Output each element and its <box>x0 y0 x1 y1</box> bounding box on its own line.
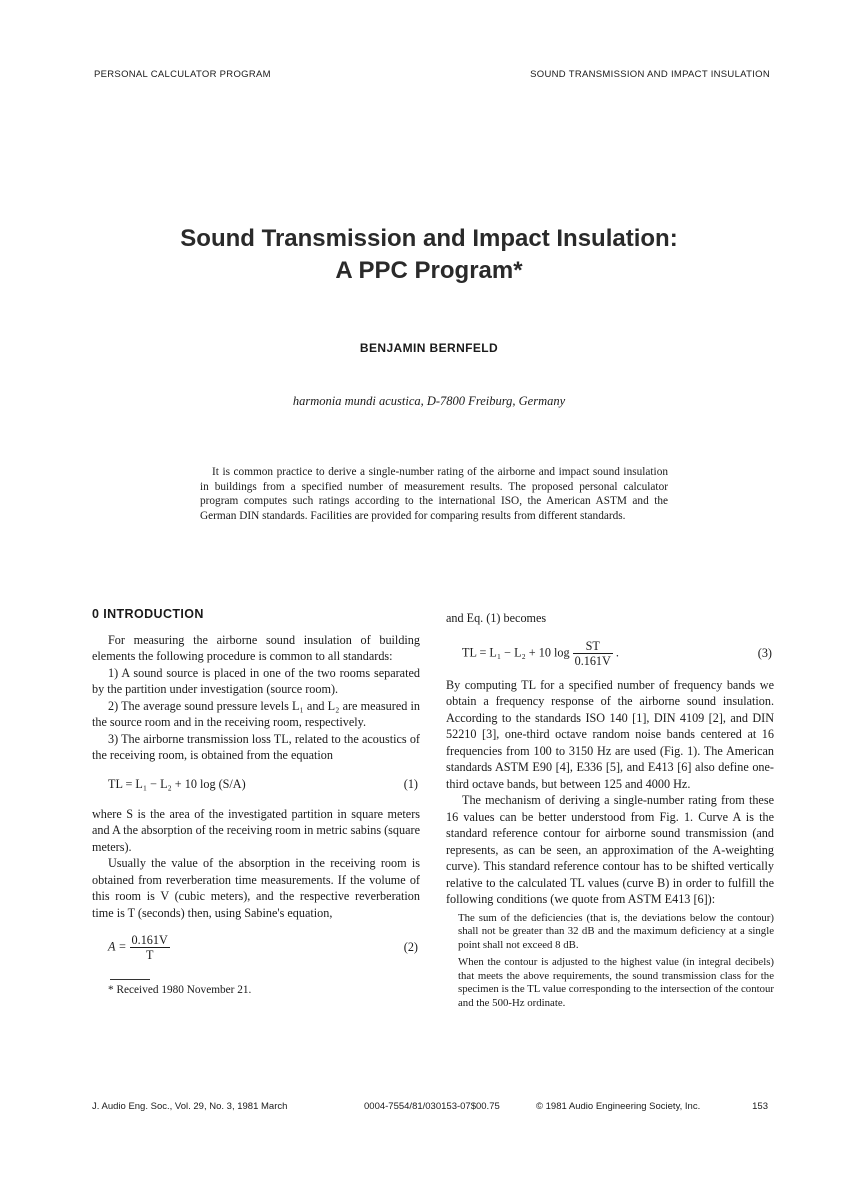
running-header-right: SOUND TRANSMISSION AND IMPACT INSULATION <box>530 69 770 80</box>
footer-copyright: © 1981 Audio Engineering Society, Inc. <box>536 1101 701 1112</box>
equation-1-body: TL = L₁ − L₂ + 10 log (S/A) <box>108 776 246 791</box>
equation-3-number: (3) <box>757 645 772 660</box>
list-item: 3) The airborne transmission loss TL, related to the acoustics of the receiving room, is obtained from the equation <box>92 731 420 762</box>
equation-3 <box>446 635 774 671</box>
paragraph: By computing TL for a specified number of frequency bands we obtain a frequency response of the airborne sound insulation. According to the standards ISO 140 [1], DIN 4109 [2], and DIN 52210 [3], one-third octave random noise bands centered at 16 frequencies from 100 to 3150 Hz are used (Fig. 1). The American standards ASTM E90 [4], E336 [5], and E413 [6] also define one-third octave bands, but between 125 and 4000 Hz. <box>446 677 774 791</box>
equation-2-numerator: 0.161V <box>131 933 168 947</box>
author-affiliation: harmonia mundi acustica, D-7800 Freiburg, Germany <box>292 394 566 408</box>
section-heading: 0 INTRODUCTION <box>92 607 204 621</box>
equation-2-number: (2) <box>403 940 418 954</box>
left-column <box>92 606 420 999</box>
list-item: 2) The average sound pressure levels L₁ and L₂ are measured in the source room and in the receiving room, respectively. <box>92 698 420 729</box>
right-column <box>446 610 774 1011</box>
paragraph: For measuring the airborne sound insulation of building elements the following procedure is common to all standards: <box>92 632 420 663</box>
footnote: * Received 1980 November 21. <box>108 984 252 996</box>
paper-title-line-2: A PPC Program* <box>335 257 523 284</box>
equation-2 <box>92 929 420 965</box>
author-name: BENJAMIN BERNFELD <box>359 341 499 355</box>
page-number: 153 <box>752 1101 768 1112</box>
equation-2-fraction <box>130 933 170 962</box>
paragraph: The mechanism of deriving a single-number rating from these 16 values can be better understood from Fig. 1. Curve A is the standard reference contour for airborne sound transmission (and represents, as can be seen, an approximation of the A-weighting curve). This standard reference contour has to be shifted vertically relative to the calculated TL values (curve B) in order to fulfill the following conditions (we quote from ASTM E413 [6]): <box>446 793 774 906</box>
equation-2-denominator: T <box>145 948 154 962</box>
equation-3-denominator: 0.161V <box>574 653 611 668</box>
block-quote: When the contour is adjusted to the highest value (in integral decibels) that meets the above requirements, the sound transmission class for the specimen is the TL value corresponding to the intersection of the contour and the 500-Hz ordinate. <box>458 956 774 1010</box>
footer-journal: J. Audio Eng. Soc., Vol. 29, No. 3, 1981 March <box>92 1101 288 1112</box>
block-quote: The sum of the deficiencies (that is, the deviations below the contour) shall not be greater than 32 dB and the maximum deficiency at a single point shall not exceed 8 dB. <box>458 911 774 951</box>
running-header-left: PERSONAL CALCULATOR PROGRAM <box>94 69 271 80</box>
equation-1-number: (1) <box>403 776 418 791</box>
paragraph: Usually the value of the absorption in the receiving room is obtained from reverberation time measurements. If the volume of this room is V (cubic meters), and the respective reverberation time is T (seconds) then, using Sabine's equation, <box>92 856 420 920</box>
paragraph: where S is the area of the investigated partition in square meters and A the absorption of the receiving room in metric sabins (square meters). <box>92 806 420 854</box>
list-item: 1) A sound source is placed in one of the two rooms separated by the partition under investigation (source room). <box>92 665 420 696</box>
paragraph: and Eq. (1) becomes <box>446 611 547 625</box>
abstract: It is common practice to derive a single-number rating of the airborne and impact sound insulation in buildings from a specified number of measurement results. The proposed personal calculator program computes such ratings according to the international ISO, the American ASTM and the German DIN standards. Facilities are provided for comparing results from different standards. <box>200 466 668 522</box>
footer-code: 0004-7554/81/030153-07$00.75 <box>364 1101 500 1112</box>
equation-2-lhs: A = <box>108 939 127 954</box>
equation-3-tail: . <box>615 644 619 659</box>
equation-3-numerator: ST <box>573 639 613 654</box>
equation-3-fraction <box>573 639 613 668</box>
equation-1 <box>92 774 420 796</box>
footnote-rule <box>110 979 150 980</box>
paper-title-line-1: Sound Transmission and Impact Insulation: <box>180 225 678 252</box>
equation-3-lhs: TL = L₁ − L₂ + 10 log <box>462 644 570 659</box>
